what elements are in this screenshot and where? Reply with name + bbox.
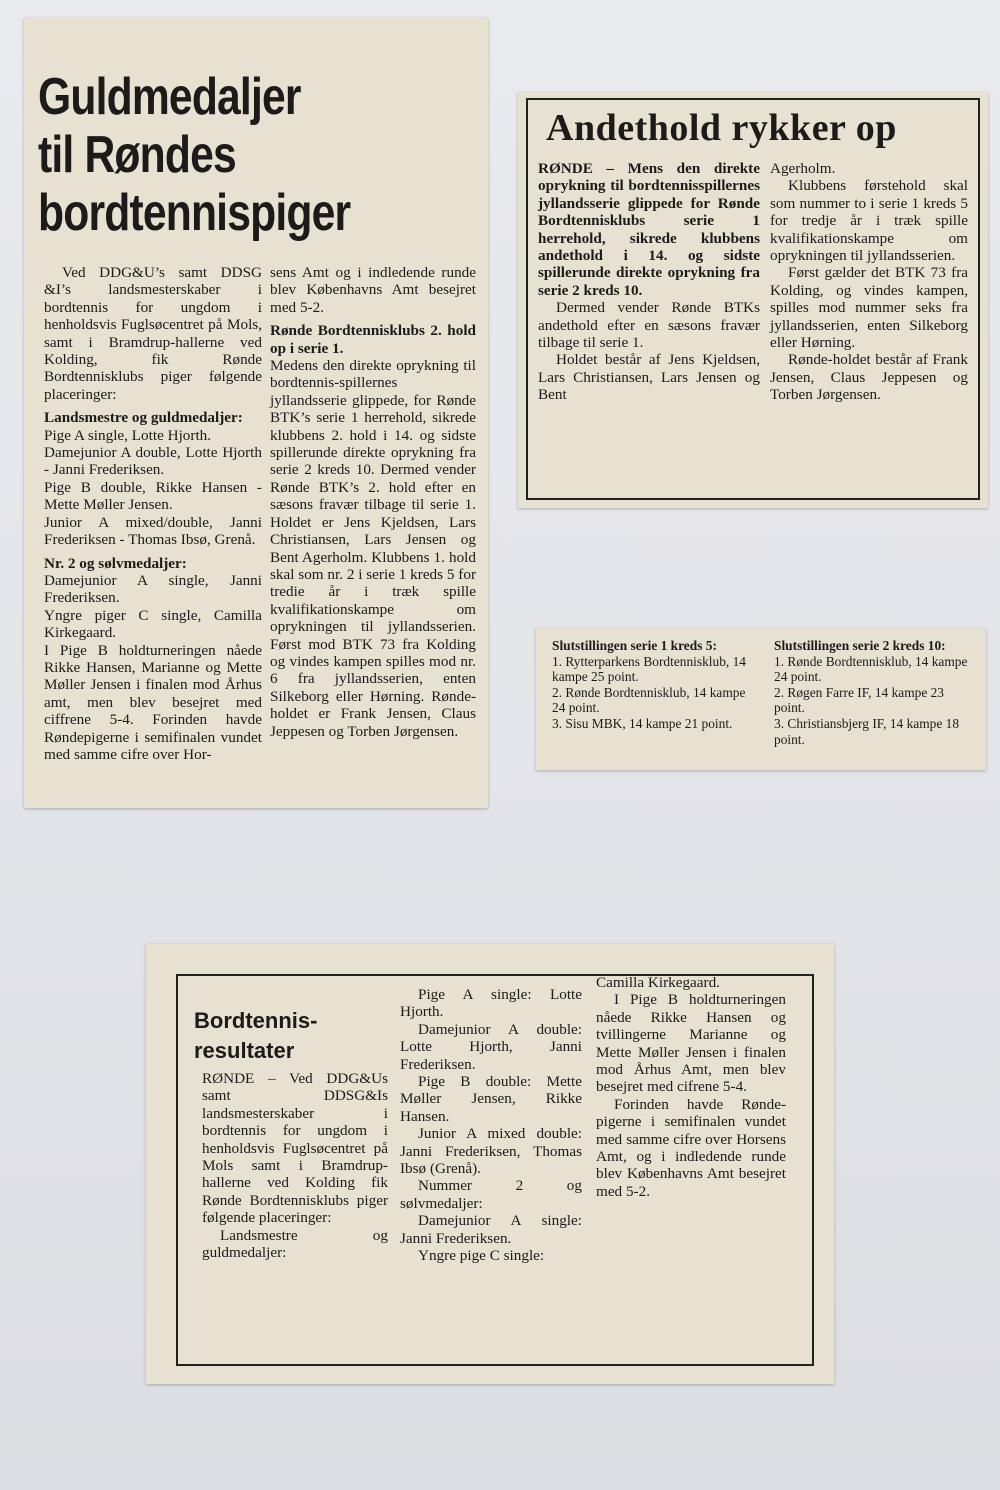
paragraph: Pige B double: Mette Møller Jensen, Rikke Hansen. [400,1073,582,1125]
paragraph: Junior A mixed double: Janni Frederiksen, Thomas Ibsø (Grenå). [400,1125,582,1178]
paragraph: Dermed vender Rønde BTKs andethold efter en sæsons fravær tilbage til serie 1. [538,299,760,352]
headline-line: til Røndes [38,126,236,184]
paragraph: Junior A mixed/double, Janni Frederiksen - Thomas Ibsø, Grenå. [44,513,262,549]
clipping-guldmedaljer [24,18,488,808]
headline [194,1006,364,1066]
paragraph: Pige A single: Lotte Hjorth. [400,986,582,1021]
paragraph: Nummer 2 og sølvmedaljer: [400,1177,582,1212]
clipping-slutstillingen [536,628,986,770]
paragraph: RØNDE – Ved DDG&Us samt DDSG&Is landsmesterskaber i bordtennis for ungdom i henholdsvis Fuglsøcentret på Mols samt i Bramdrup-hallerne ved Kolding fik Rønde Bordtennisklubs piger følgende placeringer: [202,1070,388,1227]
paragraph: Holdet består af Jens Kjeldsen, Lars Christiansen, Lars Jensen og Bent [538,351,760,404]
headline-line: Bordtennis- [194,1008,318,1033]
paragraph: Først gælder det BTK 73 fra Kolding, og vindes kampen, spilles mod nummer seks fra jyllandsserien, enten Silkeborg eller Hørning. [770,264,968,352]
headline-line: bordtennispiger [38,184,351,242]
paragraph: Rønde-holdet består af Frank Jensen, Claus Jeppesen og Torben Jørgensen. [770,351,968,404]
paragraph: Damejunior A single, Janni Frederiksen. [44,571,262,607]
headline: Andethold rykker op [546,107,897,149]
standings-column [552,638,756,732]
paragraph: Klubbens førstehold skal som nummer to i serie 1 kreds 5 for tredje år i træk spille kvalifikationskampe om oprykningen til jyllandsserien. [770,177,968,265]
article-column [44,264,262,763]
standings-title: Slutstillingen serie 1 kreds 5: [552,638,717,653]
paragraph: Landsmestre og guldmedaljer: [202,1226,388,1262]
clipping-bordtennisresultater [146,944,834,1384]
paragraph: Ved DDG&U’s samt DDSG &I’s landsmesterskaber i bordtennis for ungdom i henholdsvis Fuglsøcentret på Mols, samt i Bramdrup-hallerne ved Kolding, fik Rønde Bordtennisklubs piger følgende placeringer: [44,264,262,403]
paragraph: sens Amt og i indledende runde blev Københavns Amt besejret med 5-2. [270,264,476,316]
standings-column [774,638,978,747]
paragraph: Yngre pige C single: [418,1247,545,1265]
headline [38,68,399,242]
subheading: Nr. 2 og sølvmedaljer: [44,554,187,572]
clipping-andethold [518,92,988,508]
paragraph: Damejunior A double, Lotte Hjorth - Janni Frederiksen. [44,444,262,479]
standings-row: 2. Rønde Bordtennisklub, 14 kampe 24 point. [552,684,746,716]
paragraph: Forinden havde Rønde-pigerne i semifinalen vundet med samme cifre over Horsens Amt, og i indledende runde blev Københavns Amt besejret med 5-2. [596,1095,786,1200]
standings-row: 2. Røgen Farre IF, 14 kampe 23 point. [774,684,944,716]
subheading: Rønde Bordtennisklubs 2. hold op i serie 1. [270,322,476,357]
article-column [400,986,582,1265]
article-column [538,160,760,404]
standings-row: 3. Sisu MBK, 14 kampe 21 point. [552,715,733,731]
paragraph: Camilla Kirkegaard. [596,974,720,991]
standings-title: Slutstillingen serie 2 kreds 10: [774,638,946,653]
paragraph: I Pige B holdturneringen nåede Rikke Hansen og tvillingerne Marianne og Mette Møller Jensen i finalen mod Århus Amt, men blev besejret med cifrene 5-4. [596,991,786,1096]
article-column [596,974,786,1200]
paragraph: Pige B double, Rikke Hansen - Mette Møller Jensen. [44,478,262,514]
article-column [202,1070,388,1261]
paragraph: Agerholm. [770,160,836,177]
lead-paragraph: RØNDE – Mens den direkte oprykning til bordtennisspillernes jyllandsserie glippede for Rønde Bordtennisklubs serie 1 herrehold, sikrede klubbens andethold i 14. og sidste spillerunde direkte oprykning fra serie 2 kreds 10. [538,160,760,299]
paragraph: Yngre piger C single, Camilla Kirkegaard. [44,606,262,642]
paragraph: Medens den direkte oprykning til bordtennis-spillernes jyllandsserie glippede, for Rønde BTK’s serie 1 herrehold, sikrede klubbens 2. hold i 14. og sidste spillerunde direkte oprykning fra serie 2 kreds 10. Dermed vender Rønde BTK’s 2. hold efter en sæsons fravær tilbage til serie 1. Holdet er Jens Kjeldsen, Lars Christiansen, Lars Jensen og Bent Agerholm. Klubbens 1. hold skal som nr. 2 i serie 1 kreds 5 for tredie år i træk spille kvalifikationskampe om oprykningen til jyllandsserien. Først mod BTK 73 fra Kolding og vindes kampen spilles mod nr. 6 fra jyllandsserien, enten Silkeborg eller Hørning. Rønde-holdet er Frank Jensen, Claus Jeppesen og Torben Jørgensen. [270,357,476,740]
article-column [270,264,476,740]
headline-line: Guldmedaljer [38,68,301,126]
paragraph: Damejunior A single: Janni Frederiksen. [400,1212,582,1247]
article-column [770,160,968,404]
subheading: Landsmestre og guldmedaljer: [44,409,243,427]
paragraph: Pige A single, Lotte Hjorth. [44,426,212,444]
headline-line: resultater [194,1038,295,1063]
standings-row: 3. Christiansbjerg IF, 14 kampe 18 point. [774,715,960,747]
paragraph: Damejunior A double: Lotte Hjorth, Janni Frederiksen. [400,1020,582,1073]
standings-row: 1. Rytterparkens Bordtennisklub, 14 kampe 25 point. [552,653,746,685]
paragraph: I Pige B holdturneringen nåede Rikke Hansen, Marianne og Mette Møller Jensen i finalen mod Århus amt, men blev besejret med ciffrene 5-4. Forinden havde Røndepigerne i semifinalen vundet med samme cifre over Hor- [44,641,262,763]
standings-row: 1. Rønde Bordtennisklub, 14 kampe 24 point. [774,653,968,685]
